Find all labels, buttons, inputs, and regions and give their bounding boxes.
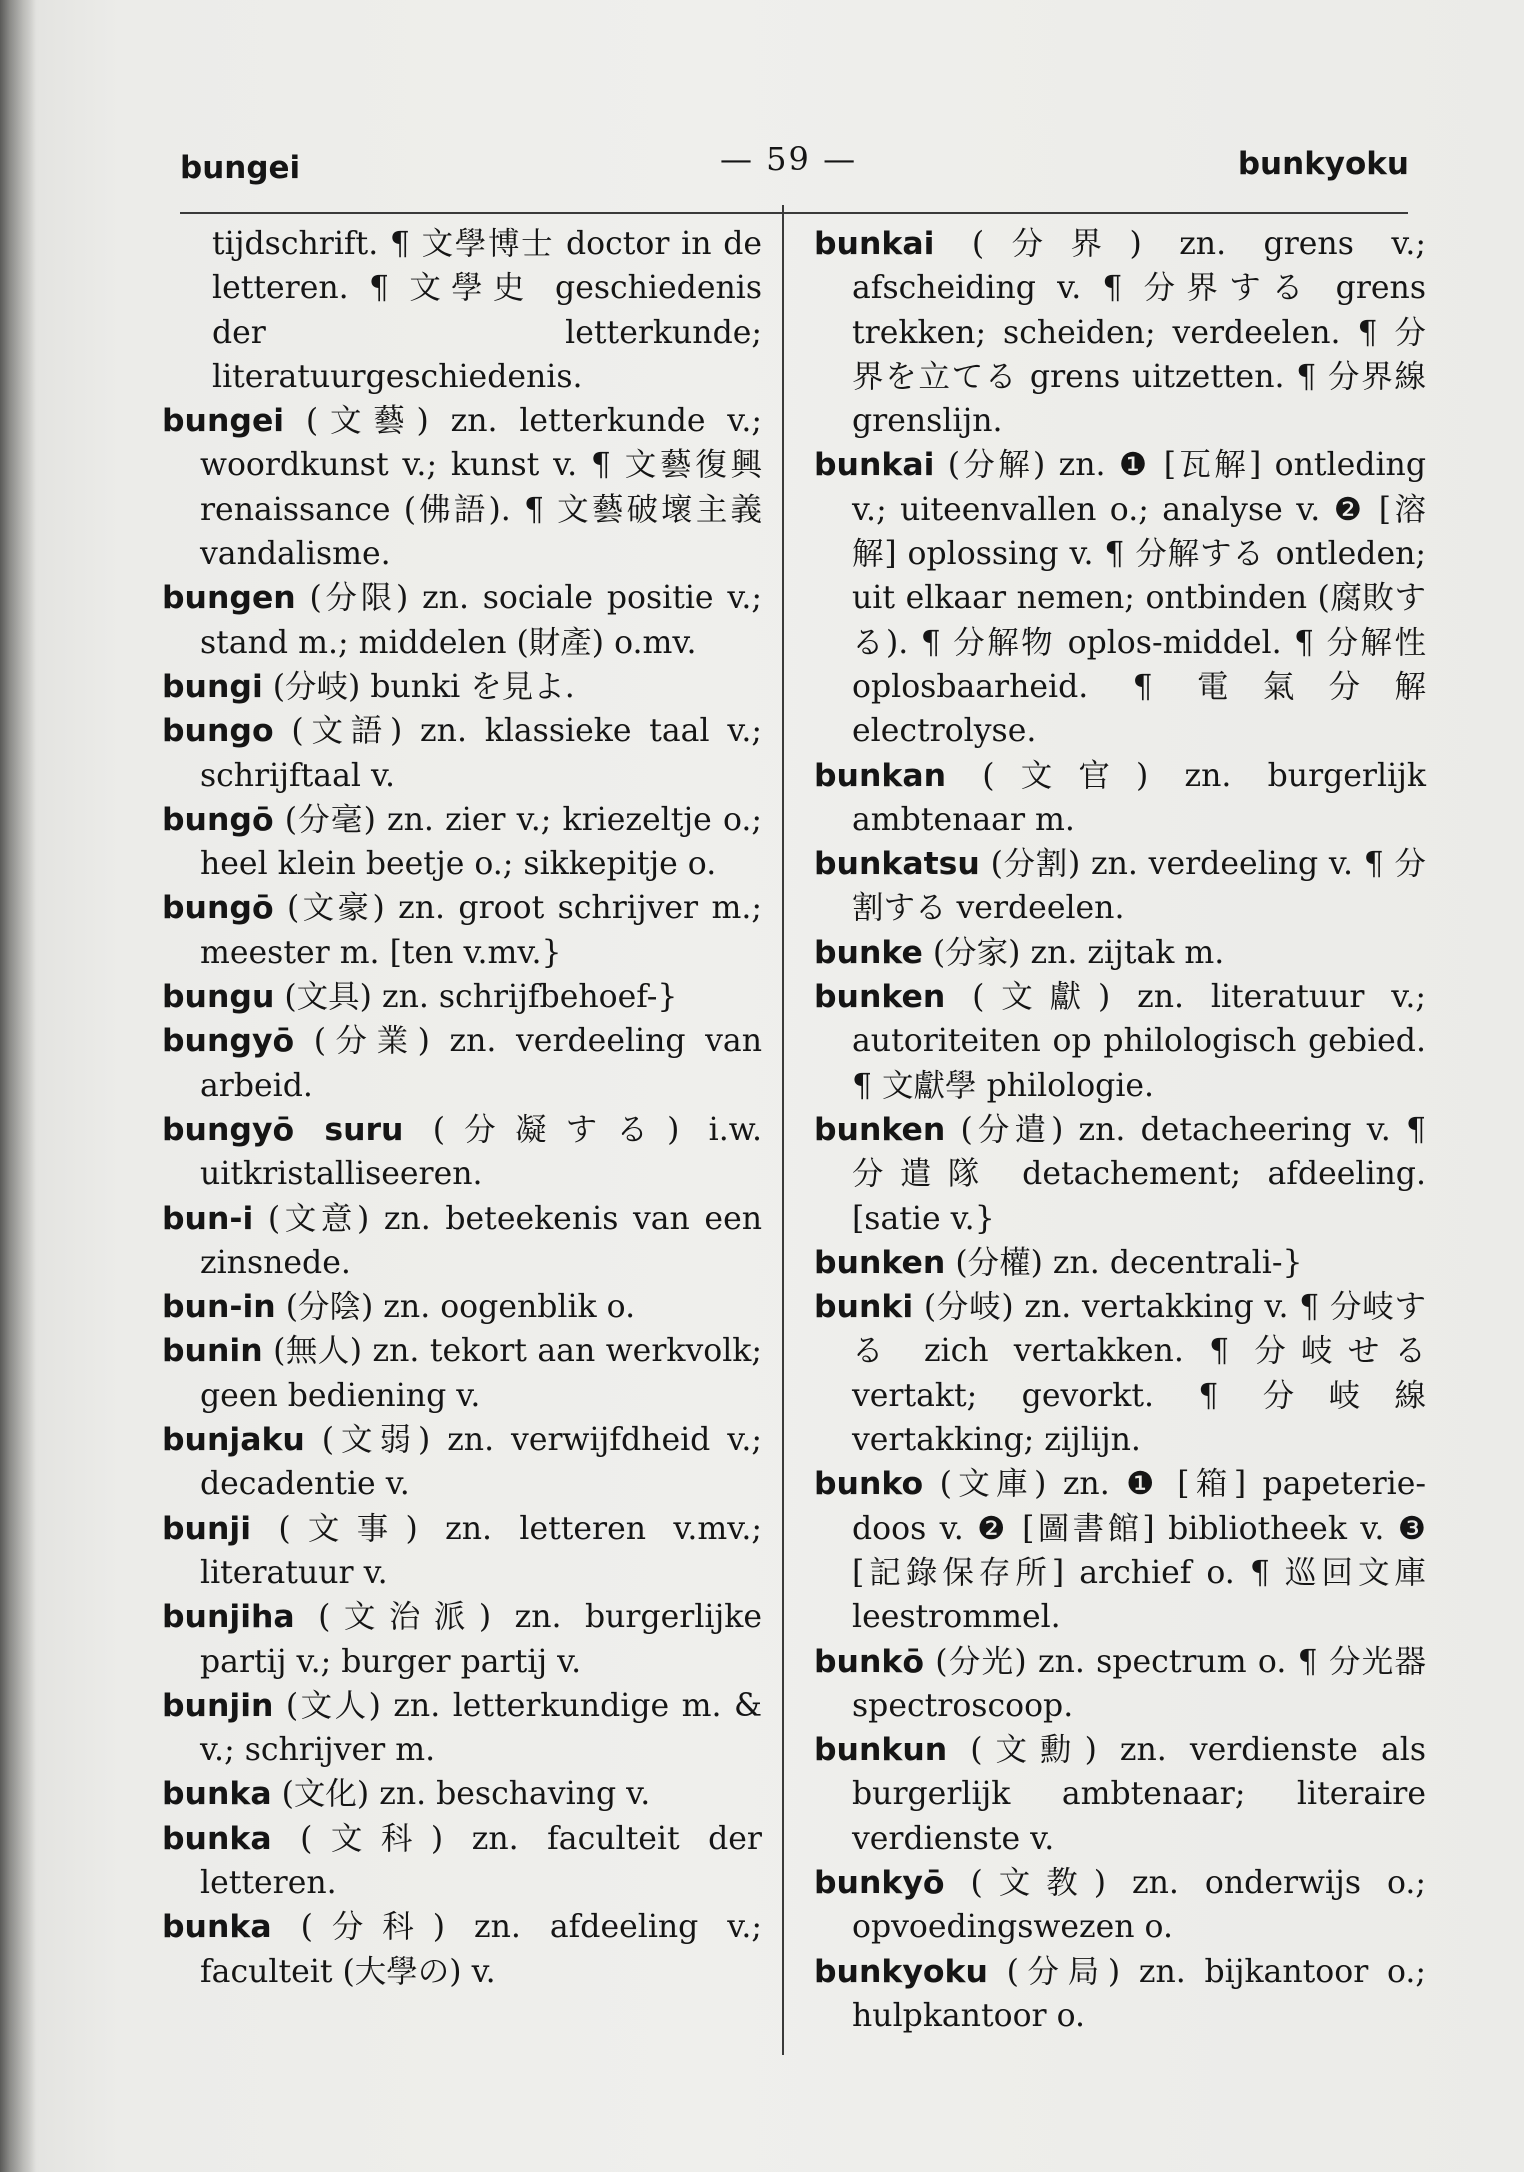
- dictionary-entry: [814, 842, 1426, 931]
- dictionary-entry: [814, 754, 1426, 843]
- dictionary-entry: [162, 1418, 762, 1507]
- entry-body: (文官) zn. burgerlijk ambtenaar m.: [852, 757, 1426, 838]
- dictionary-entry: [814, 931, 1426, 975]
- entry-headword: bunji: [162, 1510, 251, 1547]
- dictionary-entry: [162, 222, 762, 399]
- dictionary-entry: [814, 222, 1426, 443]
- entry-headword: bunkatsu: [814, 846, 980, 883]
- entry-headword: bungu: [162, 979, 275, 1016]
- entry-body: (分岐) zn. vertakking v. ¶ 分岐する zich vertakken. ¶ 分岐せる vertakt; gevorkt. ¶ 分岐線 vertakking; zijlijn.: [852, 1289, 1426, 1459]
- entry-body: (文具) zn. schrijfbehoef-}: [284, 979, 678, 1016]
- entry-headword: bunkai: [814, 226, 935, 262]
- dictionary-entry: [162, 1507, 762, 1596]
- entry-headword: bunki: [814, 1289, 914, 1326]
- entry-body: (文事) zn. letteren v.mv.; literatuur v.: [200, 1510, 762, 1591]
- entry-headword: bungyō: [162, 1023, 295, 1060]
- dictionary-entry: [814, 1950, 1426, 2039]
- entry-body: (分割) zn. verdeeling v. ¶ 分割する verdeelen.: [852, 846, 1426, 927]
- entry-body: (文庫) zn. ❶ [箱] papeterie-doos v. ❷ [圖書館] bibliotheek v. ❸ [記錄保存所] archief o. ¶ 巡回文庫 leestrommel.: [852, 1466, 1426, 1636]
- entry-headword: bunjiha: [162, 1599, 295, 1636]
- entry-headword: bunkō: [814, 1643, 924, 1680]
- dictionary-entry: [162, 1817, 762, 1906]
- entry-body: (文治派) zn. burgerlijke partij v.; burger partij v.: [200, 1599, 762, 1680]
- entry-body: (文弱) zn. verwijfdheid v.; decadentie v.: [200, 1422, 762, 1503]
- dictionary-entry: [814, 1285, 1426, 1462]
- entry-headword: bunkun: [814, 1732, 948, 1769]
- entry-headword: bunken: [814, 1244, 946, 1281]
- header-first-headword: bungei: [180, 150, 301, 186]
- header-rule: [180, 212, 1408, 214]
- entry-body: (文教) zn. onderwijs o.; opvoedingswezen o.: [852, 1864, 1427, 1946]
- entry-headword: bungō: [162, 801, 274, 838]
- dictionary-entry: [162, 886, 762, 975]
- entry-body: (文勳) zn. verdienste als burgerlijk ambtenaar; literaire verdienste v.: [852, 1732, 1426, 1857]
- dictionary-entry: [162, 1684, 762, 1773]
- entry-headword: bunka: [162, 1909, 272, 1946]
- entry-body: (文意) zn. beteekenis van een zinsnede.: [200, 1200, 762, 1281]
- entry-headword: bunken: [814, 1111, 946, 1148]
- dictionary-entry: [162, 665, 762, 709]
- entry-body: (分權) zn. decentrali-}: [955, 1244, 1303, 1281]
- dictionary-entry: [162, 1905, 762, 1994]
- entry-body: (文化) zn. beschaving v.: [281, 1776, 651, 1813]
- entry-body: (分岐) bunki を見よ.: [272, 668, 575, 705]
- entry-body: (文豪) zn. groot schrijver m.; meester m. [ten v.mv.}: [200, 890, 763, 971]
- dictionary-entry: [162, 576, 762, 665]
- entry-body: (文人) zn. letterkundige m. & v.; schrijver m.: [200, 1687, 763, 1769]
- entry-body: (分局) zn. bijkantoor o.; hulpkantoor o.: [852, 1953, 1426, 2034]
- dictionary-entry: [162, 1595, 762, 1684]
- entry-headword: bun-i: [162, 1200, 254, 1237]
- entry-body: (文藝) zn. letterkunde v.; woordkunst v.; kunst v. ¶ 文藝復興 renaissance (佛語). ¶ 文藝破壞主義 vandalisme.: [200, 403, 762, 573]
- dictionary-entry: [162, 1329, 762, 1418]
- dictionary-entry: [162, 1108, 762, 1197]
- entry-headword: bungyō suru: [162, 1111, 404, 1148]
- dictionary-entry: [162, 1772, 762, 1816]
- entry-body: (文科) zn. faculteit der letteren.: [200, 1820, 762, 1901]
- entry-body: (分科) zn. afdeeling v.; faculteit (大學の) v.: [200, 1909, 762, 1990]
- entry-headword: bunko: [814, 1466, 924, 1503]
- entry-body: (分毫) zn. zier v.; kriezeltje o.; heel klein beetje o.; sikkepitje o.: [200, 801, 762, 883]
- entry-headword: bunjaku: [162, 1422, 305, 1459]
- entry-headword: bunkyoku: [814, 1953, 988, 1990]
- entry-headword: bunkai: [814, 447, 935, 484]
- dictionary-entry: [162, 1285, 762, 1329]
- entry-headword: bunjin: [162, 1687, 274, 1724]
- entry-headword: bunka: [162, 1776, 272, 1813]
- dictionary-entry: [162, 1019, 762, 1108]
- entry-headword: bungei: [162, 403, 285, 440]
- dictionary-entry: [162, 399, 762, 576]
- entry-headword: bunin: [162, 1333, 263, 1370]
- page-header: [180, 140, 1409, 200]
- entry-body: (文獻) zn. literatuur v.; autoriteiten op philologisch gebied. ¶ 文獻學 philologie.: [852, 979, 1426, 1104]
- entry-headword: bun-in: [162, 1289, 276, 1326]
- dictionary-entry: [814, 1462, 1426, 1639]
- header-last-headword: bunkyoku: [1237, 146, 1409, 182]
- column-divider: [782, 205, 784, 2055]
- entry-headword: bungō: [162, 890, 274, 927]
- dictionary-entry: [162, 975, 762, 1019]
- entry-headword: bunke: [814, 934, 923, 971]
- entry-body: (分界) zn. grens v.; afscheiding v. ¶ 分界する grens trekken; scheiden; verdeelen. ¶ 分界を立てる grens uitzetten. ¶ 分界線 grenslijn.: [852, 226, 1426, 440]
- entry-body: tijdschrift. ¶ 文學博士 doctor in de letteren. ¶ 文學史 geschiedenis der letterkunde; literatuurgeschiedenis.: [212, 226, 762, 395]
- entry-headword: bungen: [162, 580, 296, 617]
- entry-body: (分解) zn. ❶ [瓦解] ontleding v.; uiteenvallen o.; analyse v. ❷ [溶解] oplossing v. ¶ 分解する ontleden; uit elkaar nemen; ontbinden (腐敗する). ¶ 分解物 oplos-middel. ¶ 分解性 oplosbaarheid. ¶ 電氣分解 electrolyse.: [852, 447, 1426, 750]
- dictionary-entry: [814, 1241, 1426, 1285]
- entry-body: (分陰) zn. oogenblik o.: [285, 1289, 636, 1326]
- dictionary-entry: [814, 1861, 1426, 1950]
- dictionary-entry: [814, 443, 1426, 753]
- entry-body: (無人) zn. tekort aan werkvolk; geen bediening v.: [200, 1333, 762, 1414]
- entry-body: (分限) zn. sociale positie v.; stand m.; middelen (財產) o.mv.: [200, 580, 763, 661]
- entry-headword: bungi: [162, 668, 263, 705]
- right-column: [814, 222, 1426, 2038]
- entry-headword: bunken: [814, 979, 946, 1016]
- entry-headword: bunkyō: [814, 1864, 945, 1901]
- left-column: [162, 222, 762, 1994]
- entry-body: (分家) zn. zijtak m.: [932, 934, 1225, 971]
- dictionary-entry: [162, 798, 762, 887]
- dictionary-entry: [162, 1197, 762, 1286]
- entry-body: (分業) zn. verdeeling van arbeid.: [200, 1023, 762, 1104]
- dictionary-entry: [814, 975, 1426, 1108]
- dictionary-entry: [162, 709, 762, 798]
- entry-headword: bunka: [162, 1820, 272, 1857]
- entry-headword: bungo: [162, 713, 274, 750]
- book-binding-shadow: [0, 0, 36, 2172]
- dictionary-entry: [814, 1640, 1426, 1729]
- dictionary-entry: [814, 1108, 1426, 1241]
- entry-headword: bunkan: [814, 757, 947, 794]
- entry-body: (文語) zn. klassieke taal v.; schrijftaal v.: [200, 713, 762, 794]
- entry-body: (分光) zn. spectrum o. ¶ 分光器 spectroscoop.: [852, 1643, 1427, 1724]
- entry-body: (分凝する) i.w. uitkristalliseeren.: [200, 1111, 762, 1193]
- entry-body: (分遣) zn. detacheering v. ¶ 分遣隊 detachement; afdeeling. [satie v.}: [852, 1111, 1426, 1237]
- page-number: — 59 —: [720, 140, 858, 178]
- dictionary-entry: [814, 1728, 1426, 1861]
